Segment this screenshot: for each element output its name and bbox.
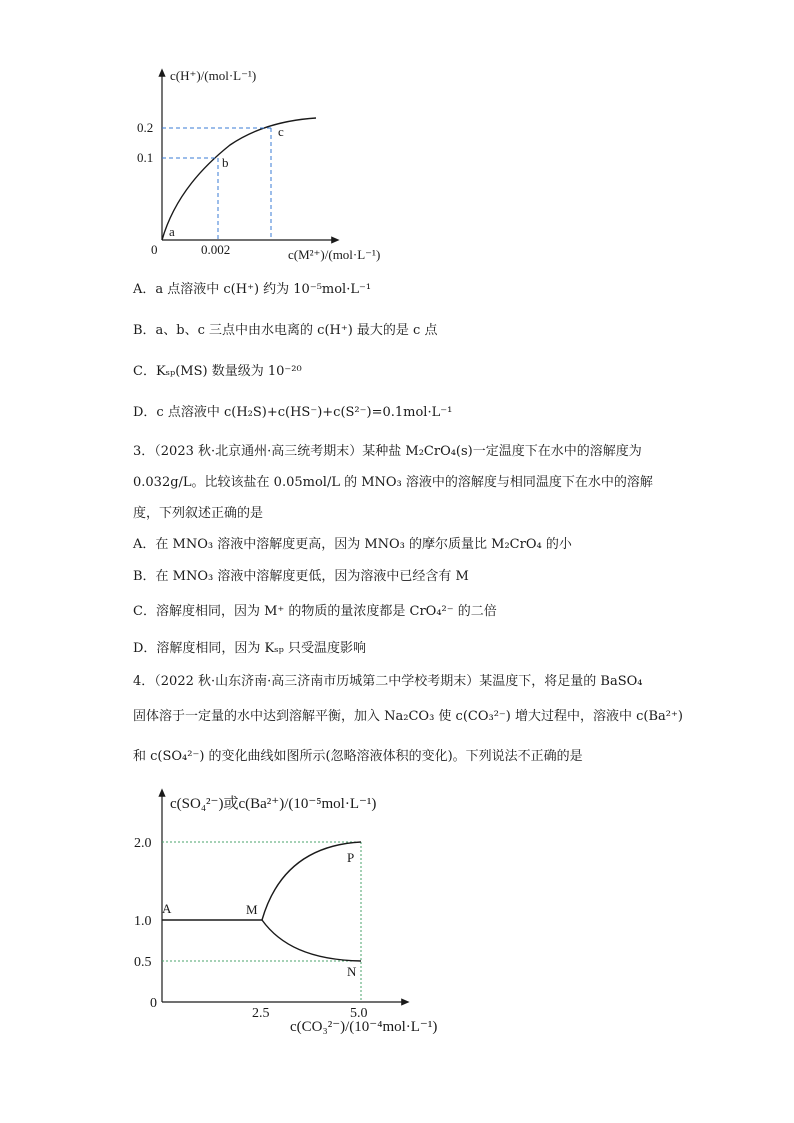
fig2-y-tick-0.5: 0.5	[134, 955, 152, 970]
q3-stem-line-1: 3．（2023 秋·北京通州·高三统考期末）某种盐 M₂CrO₄(s)一定温度下在水中的溶解度为	[133, 444, 642, 459]
curve-lower-m-n	[262, 920, 361, 961]
point-P-label: P	[347, 850, 355, 865]
q3-stem-line-3: 度，下列叙述正确的是	[133, 506, 264, 521]
q2-option-c: C．Kₛₚ(MS) 数量级为 10⁻²⁰	[133, 364, 302, 379]
point-M-label: M	[246, 902, 258, 917]
q2-option-b: B．a、b、c 三点中由水电离的 c(H⁺) 最大的是 c 点	[133, 323, 438, 338]
q3-option-c: C．溶解度相同，因为 M⁺ 的物质的量浓度都是 CrO₄²⁻ 的二倍	[133, 604, 497, 619]
fig2-y-tick-1.0: 1.0	[134, 914, 152, 929]
q3-option-a: A．在 MNO₃ 溶液中溶解度更高，因为 MNO₃ 的摩尔质量比 M₂CrO₄ 的小	[133, 537, 572, 552]
fig2-x-tick-5.0: 5.0	[350, 1006, 368, 1021]
point-b-label: b	[222, 155, 229, 170]
figure-baso4-curves	[0, 780, 794, 1050]
q4-stem-line-3: 和 c(SO₄²⁻) 的变化曲线如图所示(忽略溶液体积的变化)。下列说法不正确的是	[133, 749, 583, 764]
point-A-label: A	[162, 901, 172, 916]
q2-option-a: A．a 点溶液中 c(H⁺) 约为 10⁻⁵mol·L⁻¹	[133, 282, 372, 297]
q4-stem-line-2: 固体溶于一定量的水中达到溶解平衡，加入 Na₂CO₃ 使 c(CO₃²⁻) 增大过程中，溶液中 c(Ba²⁺)	[133, 709, 683, 724]
fig2-origin: 0	[150, 996, 157, 1011]
fig1-y-tick-0.1: 0.1	[137, 150, 154, 165]
q2-option-d: D．c 点溶液中 c(H₂S)+c(HS⁻)+c(S²⁻)=0.1mol·L⁻¹	[133, 405, 453, 420]
fig1-x-tick: 0.002	[201, 242, 231, 257]
point-N-label: N	[347, 964, 357, 979]
q4-stem-line-1: 4．（2022 秋·山东济南·高三济南市历城第二中学校考期末）某温度下，将足量的 BaSO₄	[133, 674, 643, 689]
fig2-y-tick-2.0: 2.0	[134, 836, 152, 851]
fig2-x-label: c(CO₃²⁻)/(10⁻⁴mol·L⁻¹)	[290, 1019, 438, 1035]
fig1-x-label: c(M²⁺)/(mol·L⁻¹)	[288, 247, 381, 262]
curve	[162, 118, 316, 240]
fig2-y-label: c(SO₄²⁻)或c(Ba²⁺)/(10⁻⁵mol·L⁻¹)	[170, 796, 377, 812]
q3-option-d: D．溶解度相同，因为 Kₛₚ 只受温度影响	[133, 641, 366, 656]
point-a-label: a	[169, 224, 175, 239]
fig1-y-tick-0.2: 0.2	[137, 120, 154, 135]
fig2-x-tick-2.5: 2.5	[252, 1006, 270, 1021]
figure-h-vs-m	[0, 0, 794, 280]
point-c-label: c	[278, 124, 284, 139]
q3-stem-line-2: 0.032g/L。比较该盐在 0.05mol/L 的 MNO₃ 溶液中的溶解度与相同温度下在水中的溶解	[133, 475, 653, 490]
fig1-y-label: c(H⁺)/(mol·L⁻¹)	[170, 68, 257, 83]
q3-option-b: B．在 MNO₃ 溶液中溶解度更低，因为溶液中已经含有 M	[133, 569, 469, 584]
fig1-origin: 0	[151, 242, 158, 257]
